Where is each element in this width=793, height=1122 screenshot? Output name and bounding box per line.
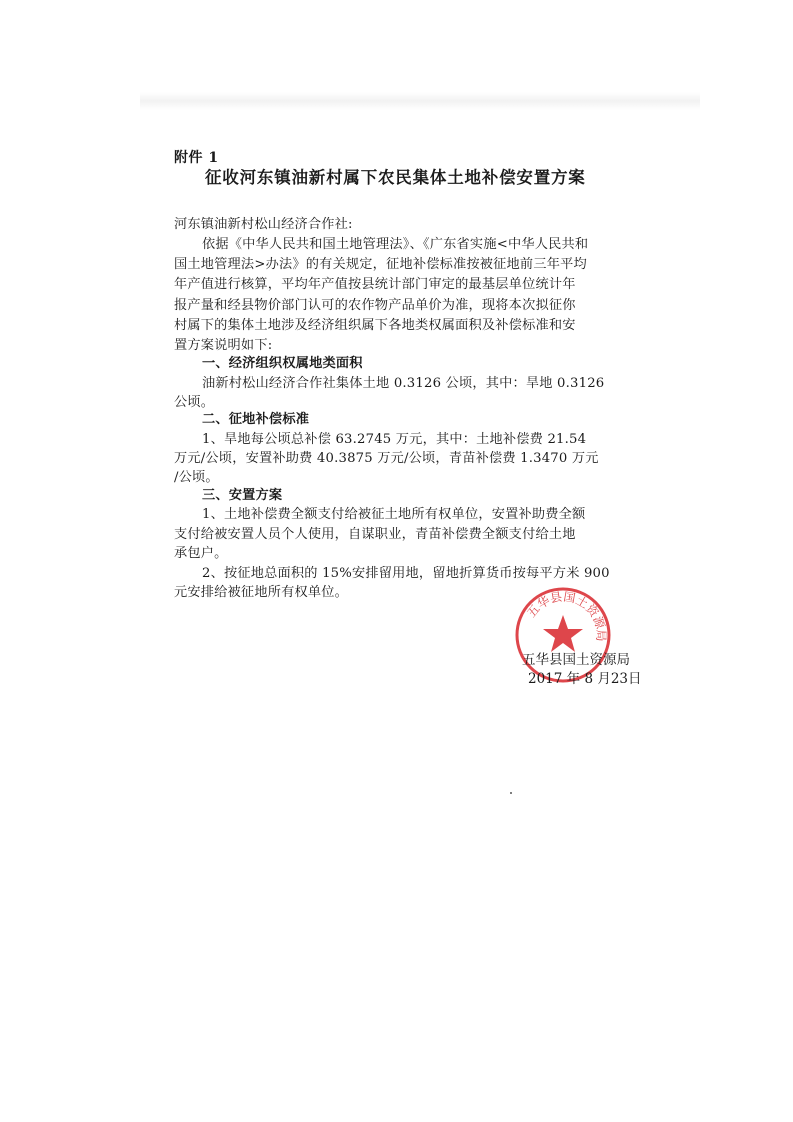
seal-text-path: 五华县国土资源局 xyxy=(524,589,609,642)
section3-item2-line: 元安排给被征地所有权单位。 xyxy=(174,585,349,600)
addressee: 河东镇油新村松山经济合作社: xyxy=(174,217,353,232)
section3-item1-line: 承包户。 xyxy=(174,546,228,561)
intro-line: 置方案说明如下: xyxy=(174,338,273,353)
section1-line: 油新村松山经济合作社集体土地 0.3126 公顷，其中：旱地 0.3126 xyxy=(202,376,605,391)
section2-line: /公顷。 xyxy=(174,470,219,485)
intro-line: 报产量和经县物价部门认可的农作物产品单价为准，现将本次拟征你 xyxy=(174,298,576,313)
document-title: 征收河东镇油新村属下农民集体土地补偿安置方案 xyxy=(205,168,586,187)
section3-item1-line: 1、土地补偿费全额支付给被征土地所有权单位，安置补助费全额 xyxy=(202,507,586,522)
annex-label: 附件 1 xyxy=(174,150,219,166)
section1-heading: 一、经济组织权属地类面积 xyxy=(202,356,363,371)
signature-organization: 五华县国土资源局 xyxy=(522,652,630,668)
intro-line: 国土地管理法>办法》的有关规定，征地补偿标准按被征地前三年平均 xyxy=(174,257,587,272)
section2-heading: 二、征地补偿标准 xyxy=(202,412,310,427)
seal-star-icon xyxy=(543,615,583,652)
intro-line: 村属下的集体土地涉及经济组织属下各地类权属面积及补偿标准和安 xyxy=(174,318,576,333)
section2-line: 万元/公顷，安置补助费 40.3875 万元/公顷，青苗补偿费 1.3470 万元 xyxy=(174,451,599,466)
scan-shadow xyxy=(140,92,700,110)
signature-date: 2017 年 8 月23日 xyxy=(528,671,642,687)
intro-line: 依据《中华人民共和国土地管理法》、《广东省实施<中华人民共和 xyxy=(202,237,589,252)
scan-speck xyxy=(510,792,512,794)
section3-heading: 三、安置方案 xyxy=(202,488,283,503)
section2-line: 1、旱地每公顷总补偿 63.2745 万元，其中：土地补偿费 21.54 xyxy=(202,432,587,447)
intro-line: 年产值进行核算，平均年产值按县统计部门审定的最基层单位统计年 xyxy=(174,277,576,292)
section3-item2-line: 2、按征地总面积的 15%安排留用地，留地折算货币按每平方米 900 xyxy=(202,566,610,581)
section3-item1-line: 支付给被安置人员个人使用，自谋职业，青苗补偿费全额支付给土地 xyxy=(174,527,576,542)
section1-line: 公顷。 xyxy=(174,395,215,410)
